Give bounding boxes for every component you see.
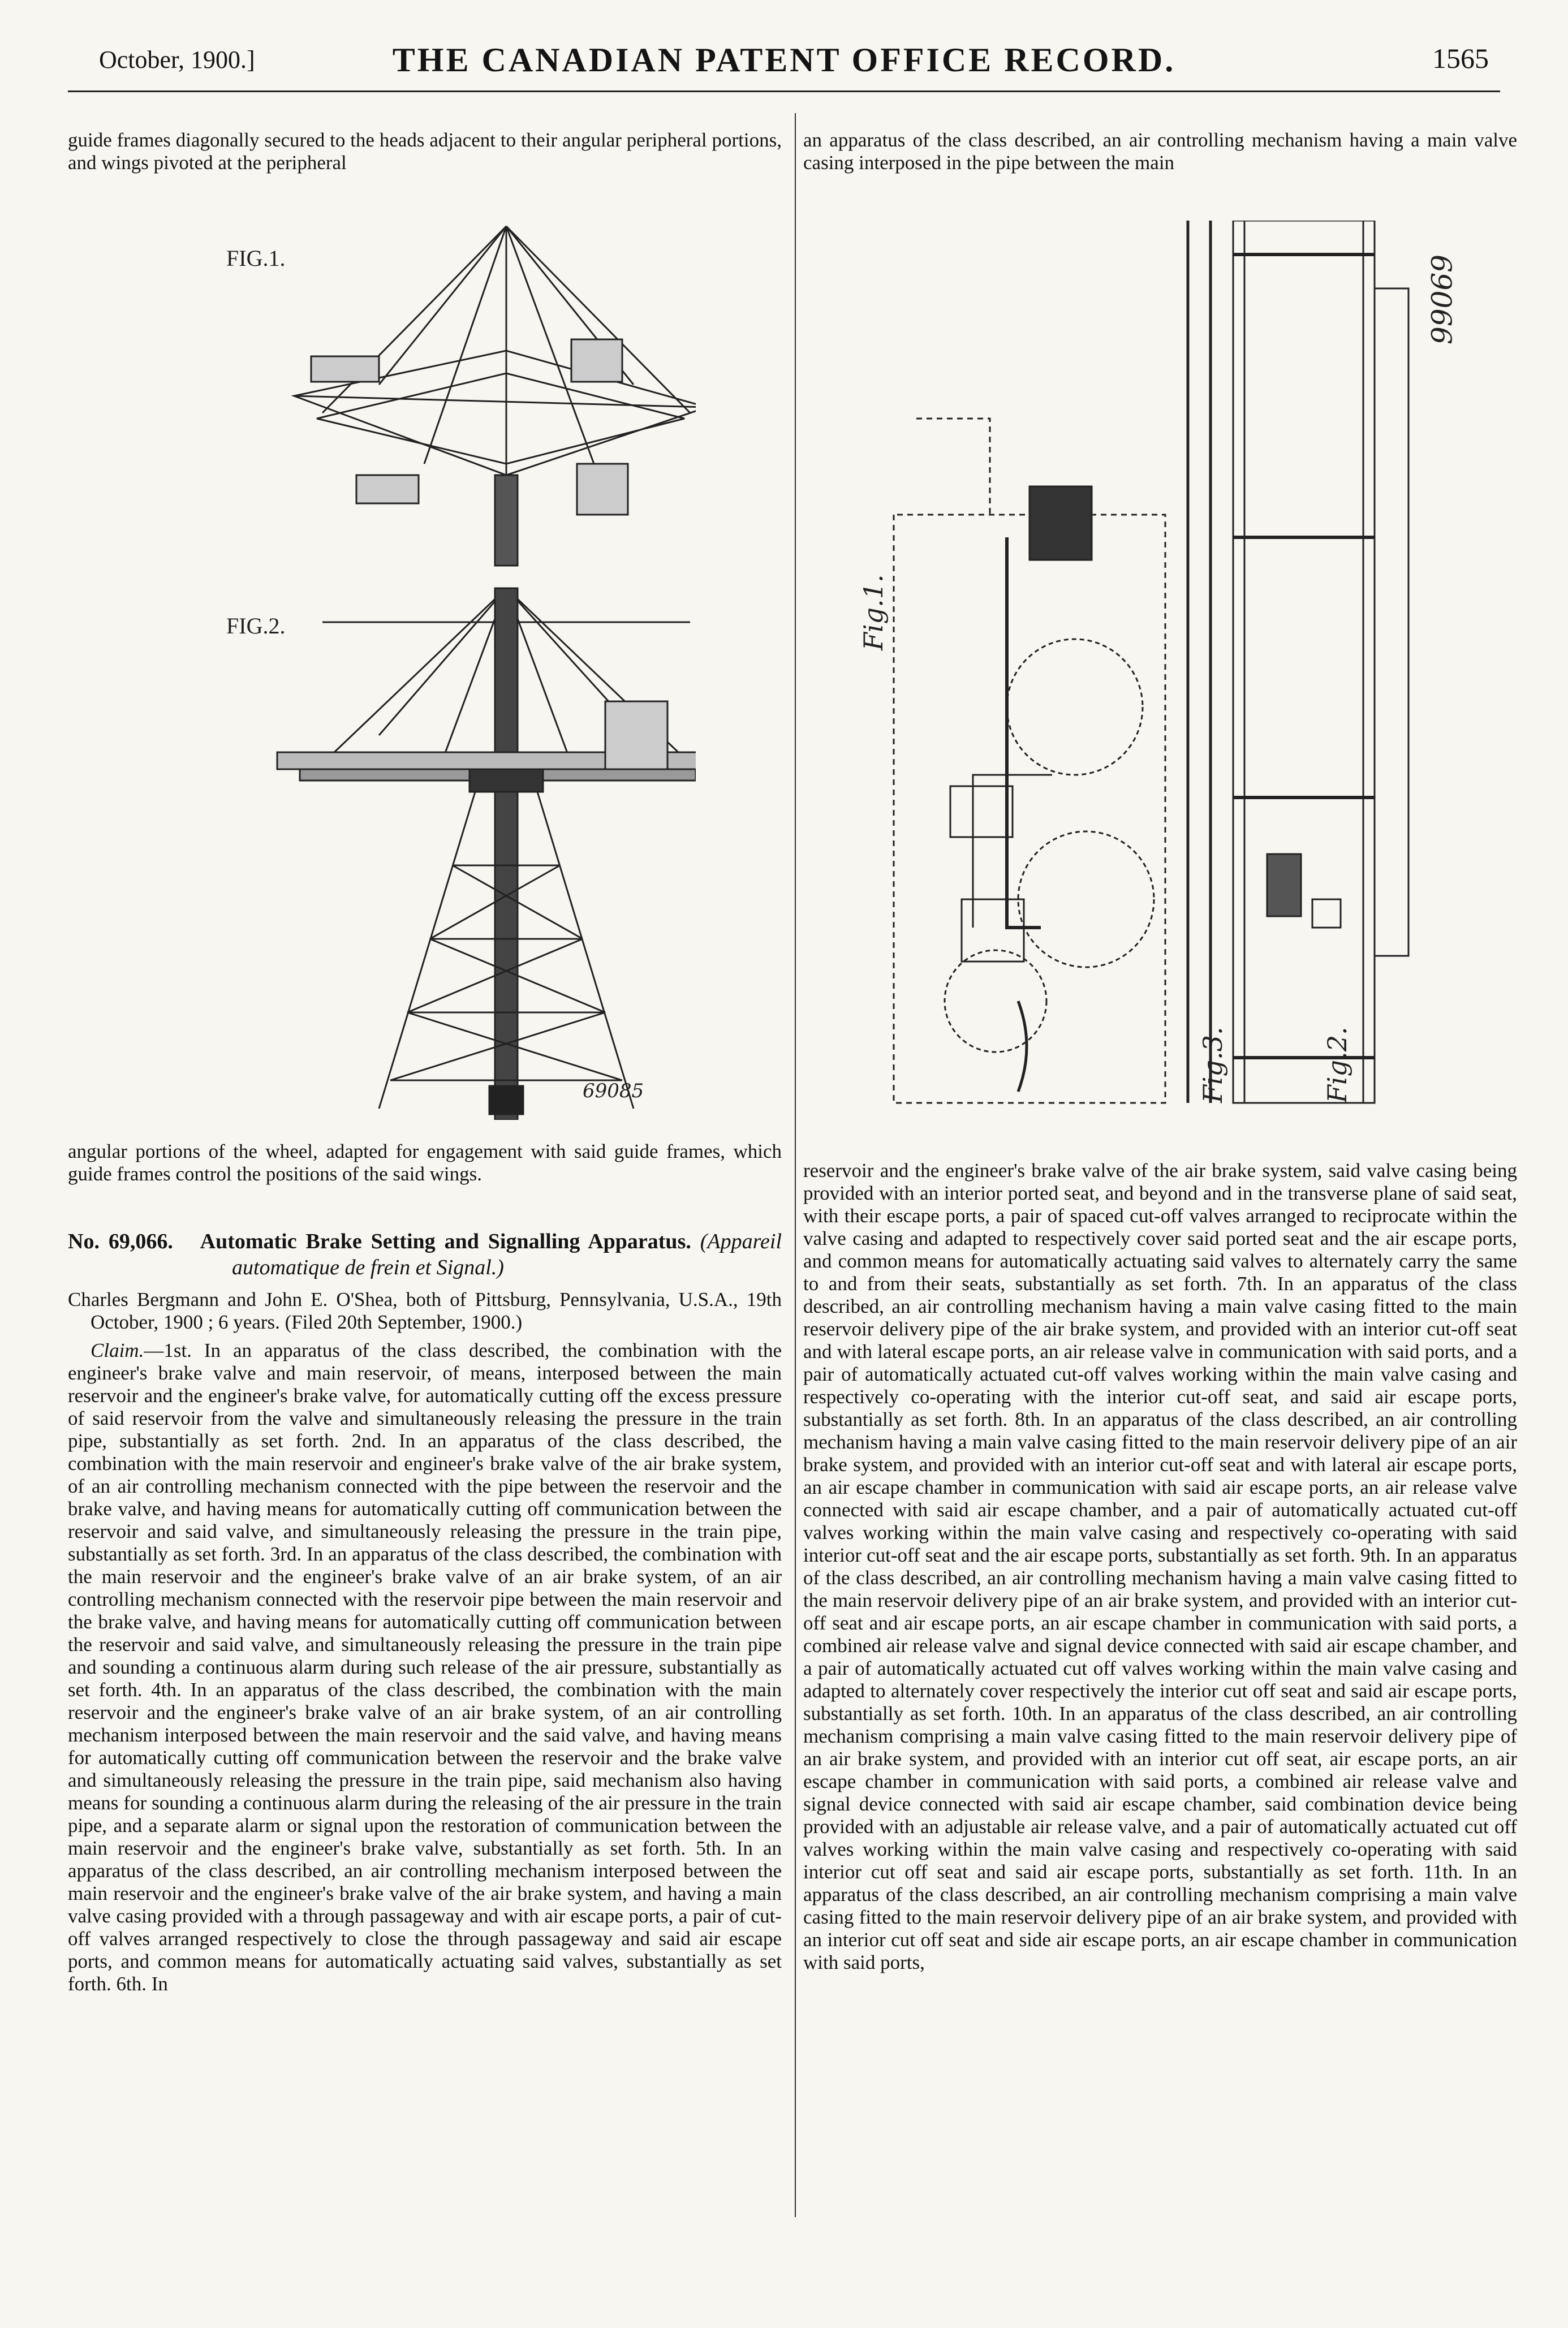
fig2-label: Fig.2. <box>1322 1027 1352 1103</box>
issue-date: October, 1900.] <box>99 46 255 74</box>
column-divider <box>795 113 796 2217</box>
patent-title: Automatic Brake Setting and Signalling Apparatus. <box>200 1230 691 1253</box>
brake-apparatus-patent-figure <box>848 221 1482 1120</box>
figure-patent-number: 69085 <box>583 1080 644 1102</box>
patent-french-title: (Appareil automatique de frein et Signal.) <box>232 1230 782 1279</box>
fig3-label: Fig.3. <box>1197 1027 1228 1103</box>
windmill-patent-figure <box>209 170 696 1120</box>
patent-byline: Charles Bergmann and John E. O'Shea, both of Pittsburg, Pennsylvania, U.S.A., 19th October, 1900 ; 6 years. (Filed 20th September, 1900.) <box>68 1288 782 1333</box>
windmill-drawing <box>209 170 696 1120</box>
patent-claims-left <box>68 1339 782 1995</box>
fig2-label: FIG.2. <box>226 613 286 639</box>
right-top-text: an apparatus of the class described, an air controlling mechanism having a main valve casing interposed in the pipe between the main <box>803 129 1517 174</box>
brake-apparatus-drawing <box>848 221 1482 1120</box>
claim-text: —1st. In an apparatus of the class described, the combination with the engineer's brake valve and main reservoir, of means, interposed between the main reservoir and the engineer's brake valve, for automatically cutting off the excess pressure of said reservoir from the valve and simultaneously releasing the pressure in the train pipe, substantially as set forth. 2nd. In an apparatus of the class described, the combination with the main reservoir and engineer's brake valve of the air brake system, of an air controlling mechanism connected with the pipe between the reservoir and the brake valve, and having means for automatically cutting off communication between the reservoir and said valve, and simultaneously releasing the pressure in the train pipe, substantially as set forth. 3rd. In an apparatus of the class described, the combination with the main reservoir and the engineer's brake valve of an air brake system, of an air controlling mechanism connected with the reservoir pipe between the main reservoir and the brake valve, and having means for automatically cutting off communication between the reservoir and said valve, and simultaneously releasing the pressure in the train pipe and sounding a continuous alarm during such release of the air pressure, substantially as set forth. 4th. In an apparatus of the class described, the combination with the main reservoir and the engineer's brake valve of an air brake system, of an air controlling mechanism interposed between the main reservoir and the said valve, and having means for automatically cutting off communication between the reservoir and the brake valve and simultaneously releasing the pressure in the train pipe, said mechanism also having means for sounding a continuous alarm during the releasing of the air pressure in the train pipe, and a separate alarm or signal upon the restoration of communication between the main reservoir and the engineer's brake valve, substantially as set forth. 5th. In an apparatus of the class described, an air controlling mechanism interposed between the main reservoir and the engineer's brake valve of the air brake system, and having a main valve casing provided with a through passageway and with air escape ports, a pair of cut-off valves arranged respectively to close the through passageway and said air escape ports, and common means for automatically actuating said valves, substantially as set forth. 6th. In <box>68 1339 782 1995</box>
patent-number: No. 69,066. <box>68 1230 173 1253</box>
claim-lead: Claim. <box>91 1339 144 1361</box>
figure-patent-number: 69066 <box>1424 255 1457 345</box>
fig1-label: FIG.1. <box>226 245 286 271</box>
page-header <box>68 28 1500 92</box>
left-top-text: guide frames diagonally secured to the heads adjacent to their angular peripheral portions, and wings pivoted at the peripheral <box>68 129 782 174</box>
page-number: 1565 <box>1432 42 1489 74</box>
left-after-figure-text: angular portions of the wheel, adapted for engagement with said guide frames, which guide frames control the positions of the said wings. <box>68 1140 782 1185</box>
patent-title-line <box>68 1228 782 1281</box>
right-claims-text: reservoir and the engineer's brake valve of the air brake system, said valve casing being provided with an interior ported seat, and beyond and in the transverse plane of said seat, with their escape ports, a pair of spaced cut-off valves arranged to reciprocate within the valve casing and adapted to respectively cover said ported seat and the air escape ports, and common means for automatically actuating said valves to alternately carry the same to and from their seats, substantially as set forth. 7th. In an apparatus of the class described, an air controlling mechanism having a main valve casing fitted to the main reservoir delivery pipe of the air brake system, and provided with an interior cut-off seat and with lateral escape ports, an air release valve in communication with said ports, and a pair of automatically actuated cut-off valves working within the main valve casing and respectively co-operating with the interior cut-off seat, and said air escape ports, substantially as set forth. 8th. In an apparatus of the class described, an air controlling mechanism having a main valve casing fitted to the main reservoir delivery pipe of an air brake system, and provided with an interior cut-off seat and with lateral air escape ports, an air escape chamber in communication with said air escape ports, an air release valve connected with said air escape chamber, and a pair of automatically actuated cut-off valves working within the main valve casing and respectively co-operating with said interior cut-off seat and the air escape ports, substantially as set forth. 9th. In an apparatus of the class described, an air controlling mechanism having a main valve casing fitted to the main reservoir delivery pipe of an air brake system, and provided with an interior cut-off seat and air escape ports, an air escape chamber in communication with said ports, a combined air release valve and signal device connected with said air escape chamber, and a pair of automatically actuated cut off valves working within the main valve casing and adapted to alternately cover respectively the interior cut off seat and said air escape ports, substantially as set forth. 10th. In an apparatus of the class described, an air controlling mechanism comprising a main valve casing fitted to the main reservoir delivery pipe of an air brake system, and provided with an interior cut off seat, air escape ports, an air escape chamber in communication with said ports, a combined air release valve and signal device connected with said air escape chamber, said combination device being provided with an adjustable air release valve, and a pair of automatically actuated cut off valves working within the main valve casing and respectively co-operating with said interior cut off seat and said air escape ports, substantially as set forth. 11th. In an apparatus of the class described, an air controlling mechanism comprising a main valve casing fitted to the main reservoir delivery pipe of an air brake system, and provided with an interior cut off seat and side air escape ports, an air escape chamber in communication with said ports, <box>803 1159 1517 1973</box>
publication-title: THE CANADIAN PATENT OFFICE RECORD. <box>392 41 1176 79</box>
fig1-label: Fig.1. <box>858 574 889 650</box>
patent-entry <box>68 1228 782 1995</box>
